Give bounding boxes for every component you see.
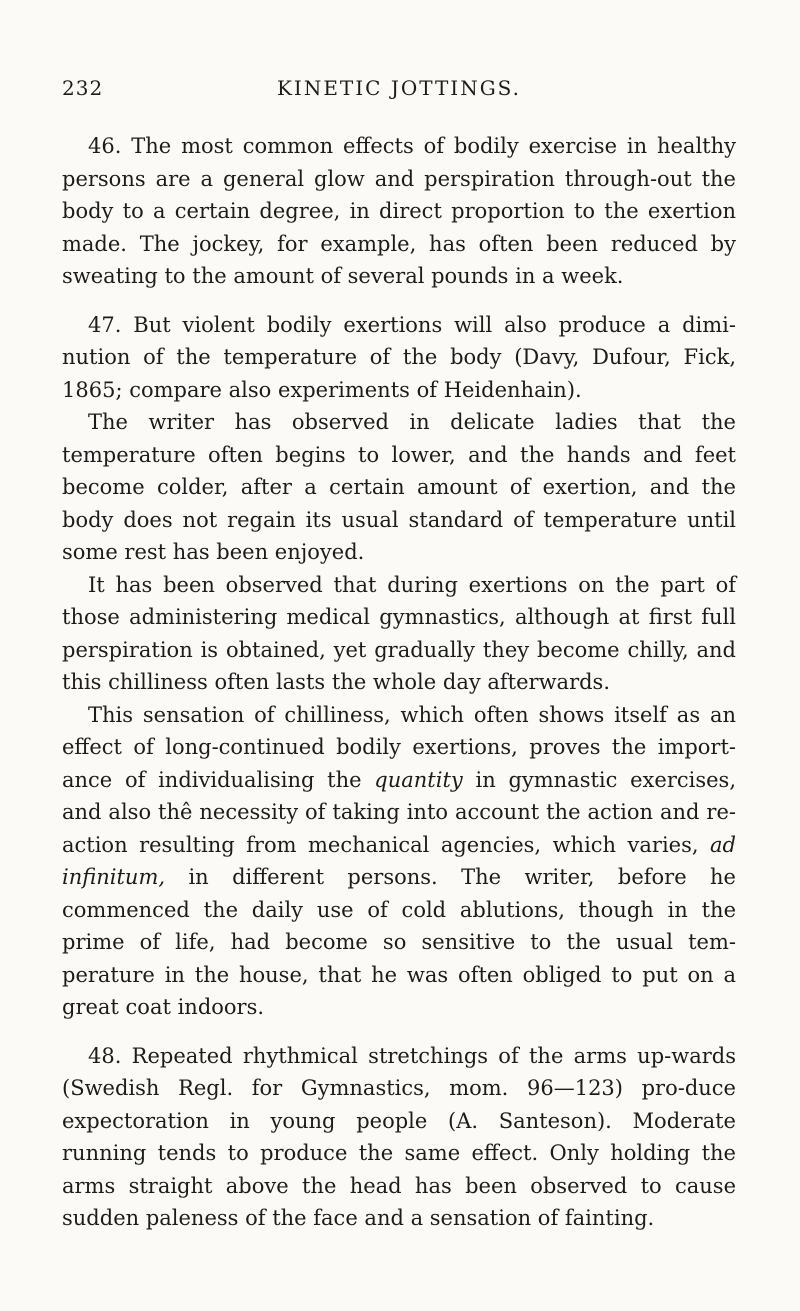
paragraph-47-writer-observation: The writer has observed in delicate ladies that the temperature often begins to lower, and the hands and feet become colder, after a certain amount of exertion, and the body does not regain its usual standard of temperature until some rest has been enjoyed.: [62, 410, 736, 564]
page-number: 232: [62, 76, 104, 100]
running-head: [62, 70, 736, 110]
paragraph-47-gymnastics-chill: It has been observed that during exertions on the part of those administering medical gymnastics, although at first full perspiration is obtained, yet gradually they become chilly, and this chilliness often lasts the whole day afterwards.: [62, 572, 736, 694]
paragraph-48: 48. Repeated rhythmical stretchings of the arms up-wards (Swedish Regl. for Gymnastics, mom. 96—123) pro-duce expectoration in young people (A. Santeson). Moderate running tends to produce the same effect. Only holding the arms straight above the head has been observed to cause sudden paleness of the face and a sensation of fainting.: [62, 1043, 736, 1230]
paragraph-47: 47. But violent bodily exertions will also produce a dimi-nution of the temperature of the body (Davy, Dufour, Fick, 1865; compare also experiments of Heidenhain).: [62, 312, 736, 402]
book-page: [62, 70, 736, 1235]
text-run: in different persons. The writer, before he commenced the daily use of cold ablutions, though in the prime of life, had become so sensitive to the usual tem-perature in the house, that he was often obliged to put on a great coat indoors.: [62, 865, 736, 1019]
emphasis-ad-infinitum: ad infinitum,: [62, 832, 736, 889]
paragraph-46: 46. The most common effects of bodily exercise in healthy persons are a general glow and perspiration through-out the body to a certain degree, in direct proportion to the exertion made. The jockey, for example, has often been reduced by sweating to the amount of several pounds in a week.: [62, 134, 736, 288]
text-run: in gymnastic exercises, and also thê necessity of taking into account the action and re-action resulting from mechanical agencies, which varies,: [62, 767, 736, 857]
text-run: This sensation of chilliness, which often shows itself as an effect of long-continued bodily exertions, proves the import-ance of individualising the: [62, 702, 736, 792]
emphasis-quantity: quantity: [374, 767, 463, 792]
running-title: KINETIC JOTTINGS.: [276, 76, 522, 100]
paragraph-47-chilliness: [62, 699, 736, 1024]
body-text: [62, 130, 736, 1235]
